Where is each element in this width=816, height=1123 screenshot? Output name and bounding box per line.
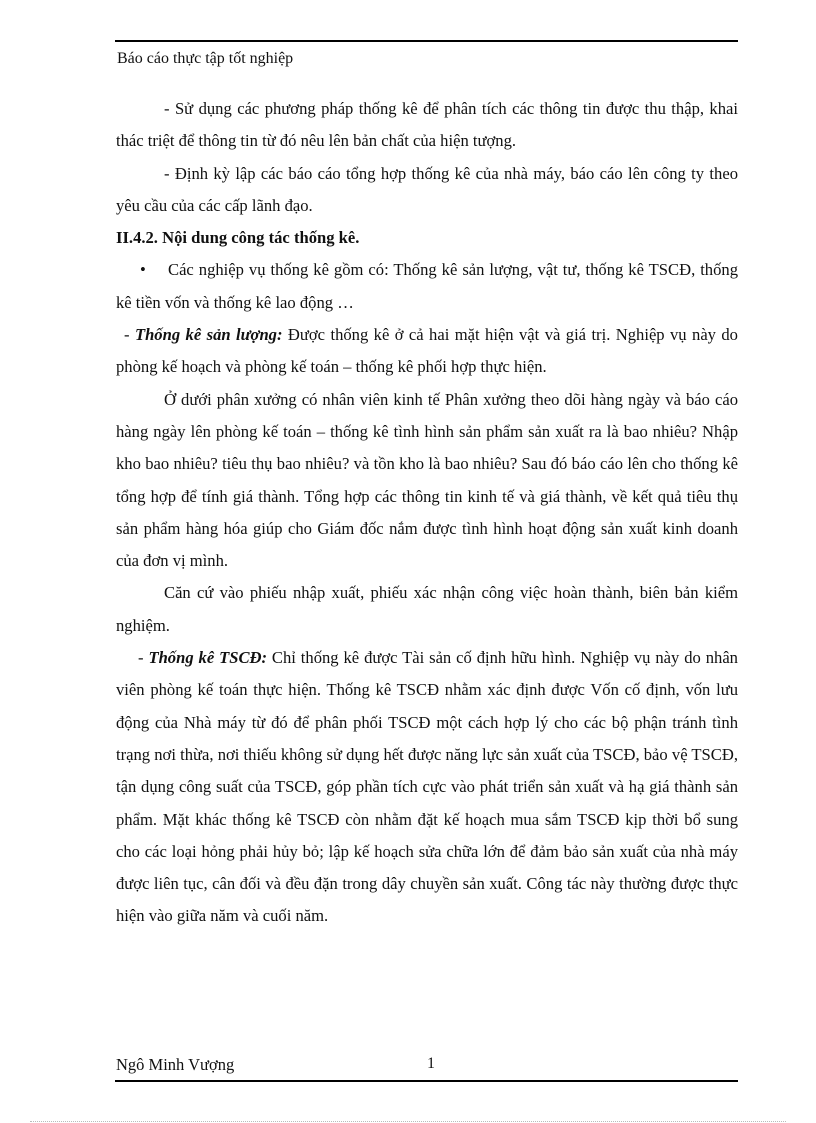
page-edge-divider [30, 1121, 786, 1122]
page-number: 1 [427, 1055, 435, 1072]
output-statistics-text: Được thống kê ở cả hai mặt hiện vật và giá trị. Nghiệp vụ này do phòng kế hoạch và phòng kế toán – thống kê phối hợp thực hiện. [116, 325, 738, 377]
page-body [116, 93, 738, 933]
footer-rule [115, 1080, 738, 1082]
dash-marker: - [124, 325, 135, 345]
term-output-statistics: Thống kê sản lượng: [134, 325, 283, 345]
term-fixed-assets: Thống kê TSCĐ: [148, 648, 268, 668]
fixed-assets-text: Chỉ thống kê được Tài sản cố định hữu hình. Nghiệp vụ này do nhân viên phòng kế toán thực hiện. Thống kê TSCĐ nhằm xác định được Vốn cố định, vốn lưu động của Nhà máy từ đó để phân phối TSCĐ một cách hợp lý cho các bộ phận tránh tình trạng nơi thừa, nơi thiếu không sử dụng hết được năng lực sản xuất của TSCĐ, bảo vệ TSCĐ, tận dụng công suất của TSCĐ, góp phần tích cực vào phát triển sản xuất và hạ giá thành sản phẩm. Mặt khác thống kê TSCĐ còn nhằm đặt kế hoạch mua sắm TSCĐ kịp thời bổ sung cho các loại hỏng phải hủy bỏ; lập kế hoạch sửa chữa lớn để đảm bảo sản xuất của nhà máy được liên tục, cân đối và đều đặn trong dây chuyền sản xuất. Công tác này thường được thực hiện vào giữa năm và cuối năm. [116, 648, 738, 926]
bullet-item [116, 254, 738, 319]
header-rule [115, 40, 738, 42]
paragraph-documents-basis: Căn cứ vào phiếu nhập xuất, phiếu xác nhận công việc hoàn thành, biên bản kiểm nghiệm. [116, 583, 738, 635]
bullet-icon: • [140, 260, 146, 280]
dash-marker: - [138, 648, 149, 668]
section-heading: II.4.2. Nội dung công tác thống kê. [116, 228, 360, 248]
paragraph-analysis: - Sử dụng các phương pháp thống kê để phân tích các thông tin được thu thập, khai thác triệt để thông tin từ đó nêu lên bản chất của hiện tượng. [116, 99, 738, 151]
paragraph-periodic-report: - Định kỳ lập các báo cáo tổng hợp thống kê của nhà máy, báo cáo lên công ty theo yêu cầu của các cấp lãnh đạo. [116, 163, 738, 215]
footer-author: Ngô Minh Vượng [116, 1055, 235, 1074]
paragraph-fixed-assets [116, 642, 738, 933]
bullet-text: Các nghiệp vụ thống kê gồm có: Thống kê sản lượng, vật tư, thống kê TSCĐ, thống kê tiền vốn và thống kê lao động … [116, 260, 738, 312]
paragraph-workshop: Ở dưới phân xưởng có nhân viên kinh tế Phân xưởng theo dõi hàng ngày và báo cáo hàng ngày lên phòng kế toán – thống kê tình hình sản phẩm sản xuất ra là bao nhiêu? Nhập kho bao nhiêu? tiêu thụ bao nhiêu? và tồn kho là bao nhiêu? Sau đó báo cáo lên cho thống kê tổng hợp để tính giá thành. Tổng hợp các thông tin kinh tế và giá thành, về kết quả tiêu thụ sản phẩm hàng hóa giúp cho Giám đốc nắm được tình hình hoạt động sản xuất kinh doanh của đơn vị mình. [116, 389, 738, 571]
paragraph-output-statistics [116, 319, 738, 384]
document-header-title: Báo cáo thực tập tốt nghiệp [117, 50, 294, 67]
